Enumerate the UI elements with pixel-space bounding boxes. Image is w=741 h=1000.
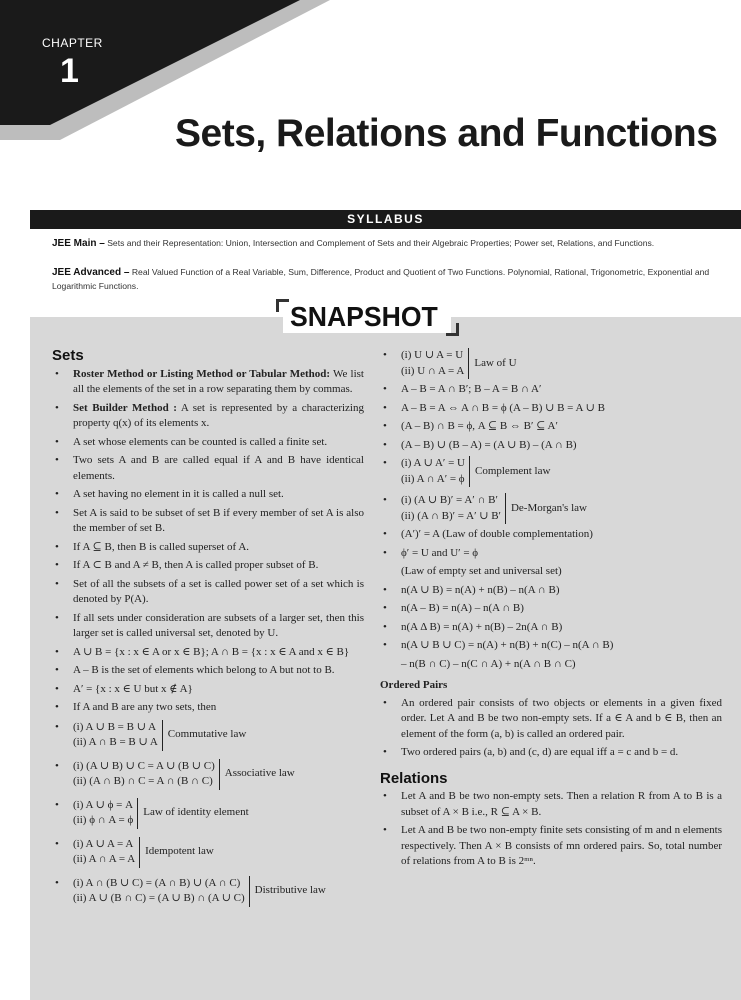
law-of-u (380, 348, 722, 379)
list-item: • If A ⊂ B and A ≠ B, then A is called proper subset of B. (52, 558, 364, 574)
law-name: Associative law (224, 767, 295, 780)
associative-law (52, 759, 364, 790)
law-row: • (i) A ∪ ϕ = A (73, 798, 134, 811)
law-name: Distributive law (254, 884, 326, 897)
syllabus-heading: SYLLABUS (347, 212, 424, 226)
snapshot-heading: SNAPSHOT (290, 301, 438, 332)
law-row: (ii) ϕ ∩ A = ϕ (73, 814, 134, 826)
jee-advanced-label: JEE Advanced – (52, 267, 130, 278)
list-item: • If all sets under consideration are subsets of a larger set, then this larger set is called universal set, denoted by U. (52, 611, 364, 642)
list-item: • A set having no element in it is called a null set. (52, 487, 364, 503)
distributive-law (52, 876, 364, 907)
law-row: (ii) A ∩ A = A (73, 853, 136, 865)
law-row: • (i) U ∪ A = U (401, 349, 464, 361)
syllabus-jee-main (52, 237, 722, 251)
law-name: Law of identity element (143, 806, 249, 819)
law-name: Commutative law (167, 728, 247, 741)
syllabus-jee-advanced (52, 266, 722, 292)
list-item: • If A and B are any two sets, then (52, 700, 364, 716)
chapter-label: CHAPTER (42, 36, 103, 50)
law-row: (ii) (A ∩ B)′ = A′ ∪ B′ (401, 509, 501, 522)
formula-item: • (A′)′ = A (Law of double complementation) (380, 527, 722, 543)
law-row: • (i) A ∪ B = B ∪ A (73, 720, 157, 733)
formula-item: • n(A ∪ B) = n(A) + n(B) – n(A ∩ B) (380, 583, 722, 599)
set-builder-label: Set Builder Method : (73, 401, 177, 414)
law-name: De-Morgan's law (510, 501, 587, 514)
formula-note: (Law of empty set and universal set) (401, 565, 562, 577)
roster-method-text: We list all the elements of the set in a row separating them by commas. (73, 367, 364, 395)
ordered-pairs-heading: Ordered Pairs (380, 679, 448, 691)
jee-main-label: JEE Main – (52, 238, 105, 249)
idempotent-law (52, 837, 364, 868)
list-item: • A – B is the set of elements which belong to A but not to B. (52, 663, 364, 679)
law-row: • (i) (A ∪ B)′ = A′ ∩ B′ (401, 494, 498, 506)
list-item: • Set A is said to be subset of set B if every member of set A is also the member of set B. (52, 506, 364, 537)
law-row: • (i) A ∩ (B ∪ C) = (A ∩ B) ∪ (A ∩ C) (73, 876, 241, 889)
complement-law (380, 456, 722, 487)
de-morgan-law (380, 493, 722, 524)
list-item: • If A ⊆ B, then B is called superset of A. (52, 540, 364, 556)
list-item (52, 367, 364, 398)
list-item: • Two ordered pairs (a, b) and (c, d) are equal iff a = c and b = d. (380, 745, 722, 761)
formula-item: • ϕ′ = U and U′ = ϕ (380, 546, 722, 562)
left-column (52, 348, 364, 910)
syllabus-bar (30, 210, 741, 229)
formula-item: • n(A ∪ B ∪ C) = n(A) + n(B) + n(C) – n(A ∩ B) (380, 638, 722, 654)
formula-item: • n(A – B) = n(A) – n(A ∩ B) (380, 601, 722, 617)
law-row: • (i) A ∪ A = A (73, 837, 134, 850)
list-item: • A set whose elements can be counted is called a finite set. (52, 435, 364, 451)
list-item: • Set of all the subsets of a set is called power set of a set which is denoted by P(A). (52, 577, 364, 608)
jee-main-text: Sets and their Representation: Union, Intersection and Complement of Sets and their Algebraic Properties; Power set, Relations, and Functions. (107, 238, 655, 248)
formula-continuation: – n(B ∩ C) – n(C ∩ A) + n(A ∩ B ∩ C) (401, 657, 576, 670)
list-item: • Let A and B be two non-empty sets. Then a relation R from A to B is a subset of A × B i.e., R ⊆ A × B. (380, 789, 722, 820)
snapshot-corner-left (276, 299, 289, 312)
formula-item: • A – B = A ⇔ A ∩ B = ϕ (A – B) ∪ B = A ∪ B (380, 401, 722, 417)
formula-item: • (A – B) ∪ (B – A) = (A ∪ B) – (A ∩ B) (380, 438, 722, 454)
jee-advanced-text: Real Valued Function of a Real Variable, Sum, Difference, Product and Quotient of Two Functions. Polynomial, Rational, Trigonometric, Exponential and Logarithmic Functions. (52, 267, 710, 291)
set-builder-text: A set is represented by a characterizing property q(x) of its elements x. (73, 401, 364, 429)
formula-item: • n(A Δ B) = n(A) + n(B) – 2n(A ∩ B) (380, 620, 722, 636)
law-row: (ii) A ∩ A′ = ϕ (401, 472, 465, 485)
commutative-law (52, 720, 364, 751)
list-item (52, 401, 364, 432)
list-item: • A′ = {x : x ∈ U but x ∉ A} (52, 682, 364, 698)
formula-item: • (A – B) ∩ B = ϕ, A ⊆ B ⇔ B′ ⊆ A′ (380, 419, 722, 435)
law-row: (ii) U ∩ A = A (401, 364, 465, 377)
list-item: • Let A and B be two non-empty finite sets consisting of m and n elements respectively. Then A × B consists of mn ordered pairs. So, total number of relations from A to B is 2ᵐⁿ. (380, 823, 722, 870)
law-name: Law of U (474, 356, 517, 369)
roster-method-label: Roster Method or Listing Method or Tabular Method: (73, 367, 331, 380)
law-row: • (i) (A ∪ B) ∪ C = A ∪ (B ∪ C) (73, 759, 215, 772)
law-name: Complement law (474, 464, 551, 477)
law-name: Idempotent law (145, 845, 214, 858)
law-row: (ii) A ∪ (B ∩ C) = (A ∪ B) ∩ (A ∪ C) (73, 892, 245, 904)
list-item: • An ordered pair consists of two objects or elements in a given fixed order. Let A and B be two non-empty sets. If a ∈ A and b ∈ B, then an element of the form (a, b) is called an ordered pair. (380, 696, 722, 743)
list-item: • A ∪ B = {x : x ∈ A or x ∈ B}; A ∩ B = {x : x ∈ A and x ∈ B} (52, 645, 364, 661)
law-row: (ii) A ∩ B = B ∪ A (73, 736, 158, 748)
law-row: (ii) (A ∩ B) ∩ C = A ∩ (B ∩ C) (73, 775, 213, 787)
relations-heading: Relations (380, 769, 448, 787)
snapshot-corner-right (446, 323, 459, 336)
page-title: Sets, Relations and Functions (175, 112, 718, 155)
identity-law (52, 798, 364, 829)
law-row: • (i) A ∪ A′ = U (401, 457, 465, 469)
sets-heading: Sets (52, 347, 84, 364)
chapter-number: 1 (60, 52, 79, 90)
formula-item: • A – B = A ∩ B′; B – A = B ∩ A′ (380, 382, 722, 398)
right-column (380, 348, 722, 873)
list-item: • Two sets A and B are called equal if A and B have identical elements. (52, 453, 364, 484)
